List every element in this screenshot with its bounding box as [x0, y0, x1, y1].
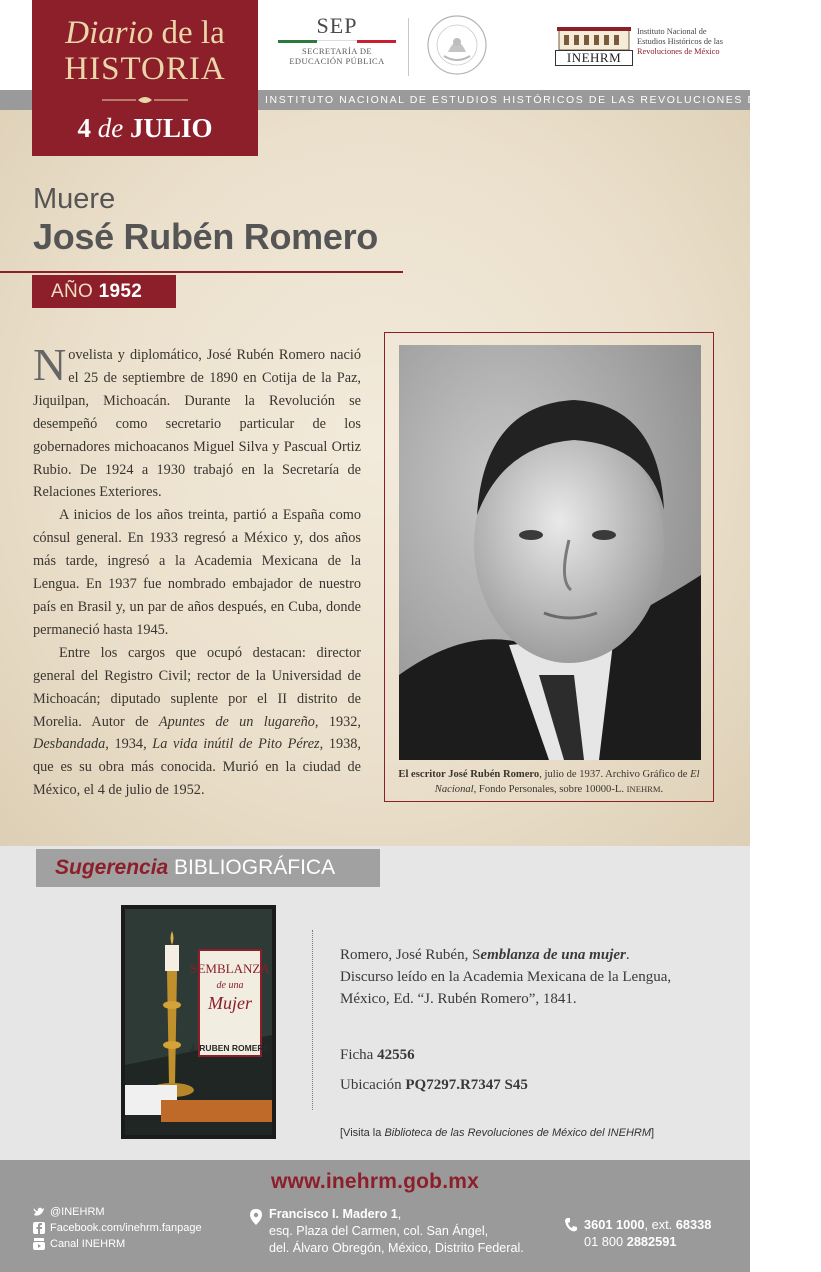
- youtube-link[interactable]: Canal INEHRM: [33, 1236, 202, 1252]
- inehrm-name: INEHRM: [555, 50, 633, 66]
- diario-title-box: [32, 0, 258, 156]
- sep-subtitle-2: EDUCACIÓN PÚBLICA: [289, 56, 385, 66]
- phone-icon: [565, 1218, 577, 1232]
- institute-band-text: INSTITUTO NACIONAL DE ESTUDIOS HISTÓRICOS DE LAS REVOLUCIONES DE MÉXICO: [265, 94, 821, 106]
- photo-frame: [384, 332, 714, 802]
- article-paragraph-3: Entre los cargos que ocupó destacan: director general del Registro Civil; rector de la Universidad de Michoacán; diputado suplente por el II distrito de Morelia. Autor de Apuntes de un lugareño, 1932, Desbandada, 1934, La vida inútil de Pito Pérez, 1938, que es su obra más conocida. Murió en la ciudad de México, el 4 de julio de 1952.: [33, 644, 361, 799]
- portrait-photo: [399, 345, 701, 760]
- year-badge: AÑO 1952: [32, 275, 176, 308]
- footer: [0, 1160, 750, 1272]
- phone-tollfree: 01 800 2882591: [584, 1234, 677, 1249]
- sep-flag-stripe: [278, 40, 396, 43]
- headline-rule: [0, 271, 403, 273]
- twitter-icon: [33, 1206, 45, 1218]
- location-pin-icon: [250, 1209, 262, 1225]
- book-cover-author: J. RUBEN ROMERO: [189, 1043, 271, 1053]
- inehrm-logo[interactable]: [553, 24, 743, 68]
- photo-caption: El escritor José Rubén Romero, julio de 1937. Archivo Gráfico de El Nacional, Fondo Personales, sobre 10000-L. INEHRM.: [398, 769, 700, 795]
- sep-subtitle-1: SECRETARÍA DE: [302, 46, 372, 56]
- date-label: 4 de JULIO: [77, 113, 213, 143]
- suggestion-label: Sugerencia BIBLIOGRÁFICA: [36, 849, 380, 887]
- drop-cap: N: [33, 339, 67, 390]
- sep-logo-text: SEP: [316, 13, 358, 38]
- address-line-2: esq. Plaza del Carmen, col. San Ángel,: [269, 1224, 489, 1238]
- book-cover-title-3: Mujer: [208, 993, 252, 1013]
- title-line2: HISTORIA: [64, 51, 226, 87]
- logo-divider: [408, 18, 409, 76]
- book-cover-title-2: de una: [216, 980, 244, 991]
- inehrm-building-icon: [555, 24, 633, 50]
- facebook-icon: [33, 1222, 45, 1234]
- twitter-link[interactable]: @INEHRM: [33, 1204, 202, 1220]
- headline-kicker: Muere: [33, 183, 116, 215]
- ficha-line: Ficha 42556: [340, 1047, 415, 1063]
- address-line-3: del. Álvaro Obregón, México, Distrito Federal.: [269, 1241, 524, 1255]
- ubicacion-line: Ubicación PQ7297.R7347 S45: [340, 1077, 528, 1093]
- article-paragraph-2: A inicios de los años treinta, partió a España como cónsul general. En 1933 regresó a México y, dos años más tarde, ingresó a la Academia Mexicana de la Lengua. En 1937 fue nombrado embajador de nuestro país en Brasil y, un par de años después, en Cuba, donde permaneció hasta 1945.: [33, 507, 361, 638]
- youtube-icon: [33, 1238, 45, 1250]
- address-line-1: Francisco I. Madero 1,: [269, 1207, 402, 1221]
- book-cover-image: [121, 905, 276, 1139]
- article-paragraph-1: Novelista y diplomático, José Rubén Romero nació el 25 de septiembre de 1890 en Cotija de la Paz, Jiquilpan, Michoacán. Durante la Revolución se desempeñó como secretario particular de los gobernadores michoacanos Miguel Silva y Pascual Ortiz Rubio. De 1924 a 1930 trabajó en la Secretaría de Relaciones Exteriores.: [33, 339, 361, 501]
- social-links: [33, 1204, 202, 1252]
- phone-main: 3601 1000, ext. 68338: [584, 1217, 712, 1232]
- library-visit-note[interactable]: [Visita la Biblioteca de las Revoluciones de México del INEHRM]: [340, 1127, 655, 1139]
- website-link[interactable]: www.inehrm.gob.mx: [271, 1170, 479, 1193]
- suggestion-divider: [312, 930, 313, 1110]
- headline-name: José Rubén Romero: [33, 216, 378, 257]
- bibliographic-reference: Romero, José Rubén, Semblanza de una mujer. Discurso leído en la Academia Mexicana de la Lengua, México, Ed. “J. Rubén Romero”, 1841.: [340, 947, 672, 1007]
- ornament-divider-icon: [102, 96, 188, 104]
- article-body: [33, 339, 361, 802]
- national-seal-icon: [426, 14, 488, 76]
- sep-logo[interactable]: [278, 14, 396, 66]
- facebook-link[interactable]: Facebook.com/inehrm.fanpage: [33, 1220, 202, 1236]
- address-block: [250, 1206, 524, 1257]
- inehrm-fullname: Instituto Nacional de Estudios Históricos de las Revoluciones de México: [637, 27, 723, 56]
- portrait-illustration: [399, 345, 701, 760]
- book-cover-title-1: SEMBLANZA: [190, 961, 270, 976]
- phone-block: [565, 1216, 711, 1250]
- title-line1: Diario de la: [65, 15, 225, 51]
